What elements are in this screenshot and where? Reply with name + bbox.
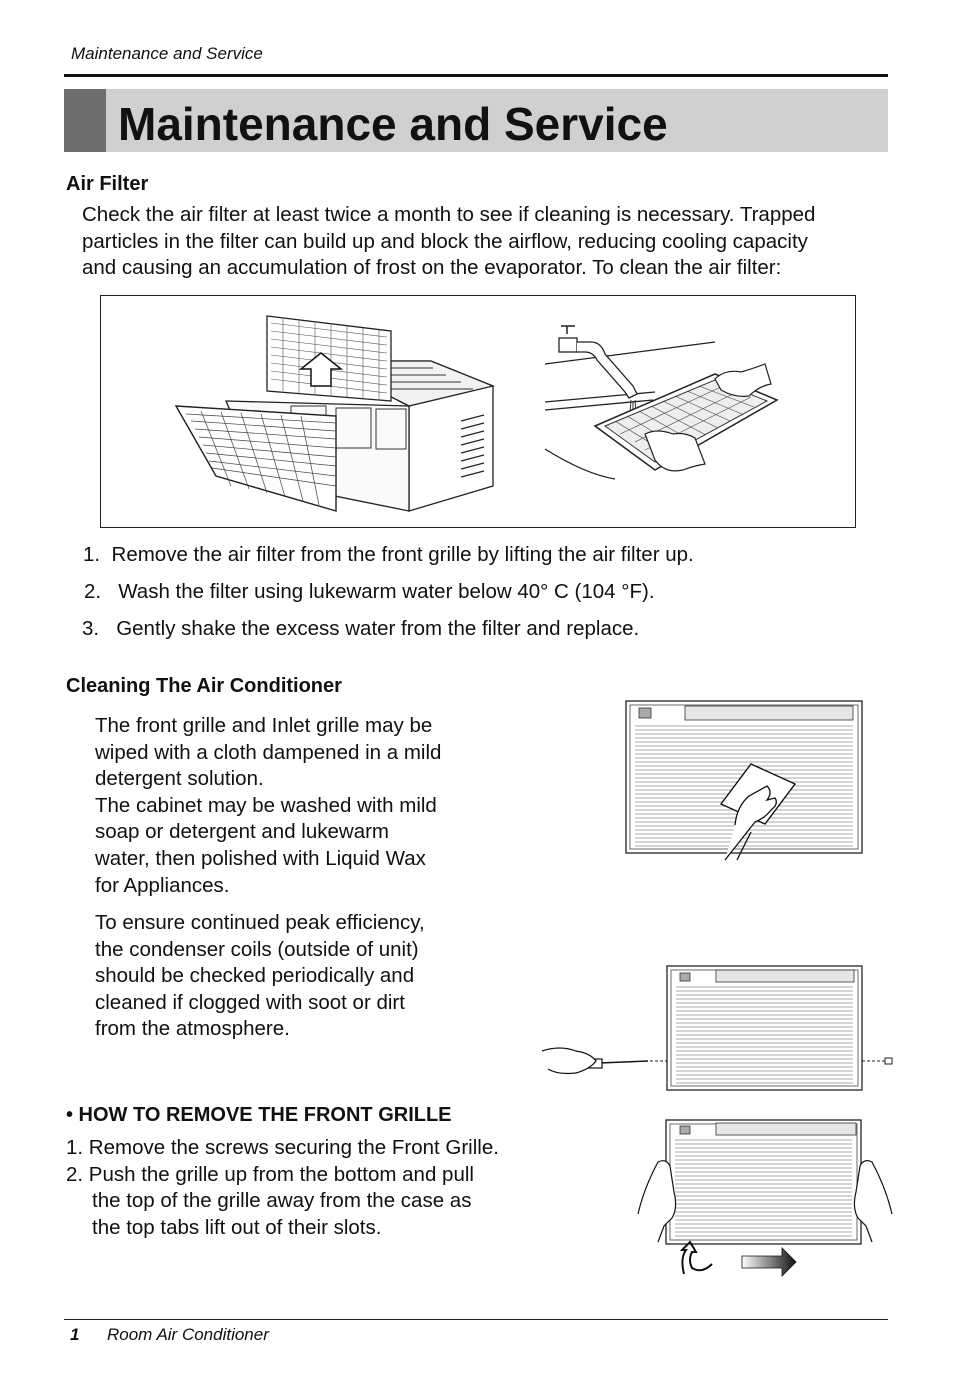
air-filter-step (82, 617, 639, 641)
cleaning-line: for Appliances. (95, 873, 230, 897)
air-filter-intro-line: Check the air filter at least twice a month to see if cleaning is necessary. Trapped (82, 203, 816, 226)
footer-text: Room Air Conditioner (107, 1325, 269, 1344)
cleaning-line: soap or detergent and lukewarm (95, 820, 390, 844)
page-number: 1 (70, 1325, 80, 1344)
air-filter-intro (82, 202, 894, 282)
step-number: 1. (83, 543, 101, 566)
air-filter-step (84, 580, 655, 604)
step-text: Wash the filter using lukewarm water below 40° C (104 °F). (118, 580, 655, 603)
step-number: 2. (84, 580, 102, 603)
air-filter-heading: Air Filter (66, 173, 149, 195)
air-filter-figure (100, 295, 856, 528)
remove-grille-line: the top of the grille away from the case as (92, 1189, 472, 1213)
header-rule (64, 74, 888, 77)
cleaning-heading: Cleaning The Air Conditioner (66, 675, 342, 697)
cleaning-line: cleaned if clogged with soot or dirt (95, 990, 405, 1014)
grille-wiping-illustration-icon (625, 700, 865, 860)
filter-removal-illustration-icon (171, 311, 471, 511)
cleaning-line: The front grille and Inlet grille may be (95, 714, 433, 737)
footer-rule (64, 1319, 888, 1320)
title-accent-block (64, 89, 106, 152)
air-filter-intro-line: and causing an accumulation of frost on the evaporator. To clean the air filter: (82, 256, 782, 280)
cleaning-paragraph-1 (95, 713, 515, 899)
air-filter-step (83, 543, 694, 567)
remove-grille-heading: • HOW TO REMOVE THE FRONT GRILLE (66, 1104, 452, 1126)
cleaning-paragraph-2 (95, 910, 515, 1043)
remove-grille-line: the top tabs lift out of their slots. (92, 1215, 382, 1239)
remove-grille-steps (66, 1135, 546, 1241)
page-title: Maintenance and Service (118, 98, 668, 150)
cleaning-line: The cabinet may be washed with mild (95, 793, 437, 817)
screw-removal-illustration-icon (540, 965, 895, 1095)
cleaning-line: detergent solution. (95, 767, 264, 791)
step-number: 3. (82, 617, 100, 640)
air-filter-intro-line: particles in the filter can build up and block the airflow, reducing cooling capacity (82, 229, 808, 253)
cleaning-line: from the atmosphere. (95, 1017, 290, 1041)
cleaning-line: the condenser coils (outside of unit) (95, 937, 419, 961)
remove-grille-line: 1. Remove the screws securing the Front Grille. (66, 1136, 499, 1159)
cleaning-line: should be checked periodically and (95, 964, 415, 988)
remove-grille-line: 2. Push the grille up from the bottom and pull (66, 1162, 474, 1186)
cleaning-line: water, then polished with Liquid Wax (95, 846, 426, 870)
filter-washing-illustration-icon (545, 324, 795, 484)
cleaning-line: To ensure continued peak efficiency, (95, 911, 425, 934)
step-text: Remove the air filter from the front grille by lifting the air filter up. (111, 543, 694, 566)
step-text: Gently shake the excess water from the filter and replace. (116, 617, 640, 640)
grille-removal-illustration-icon (636, 1118, 896, 1278)
cleaning-line: wiped with a cloth dampened in a mild (95, 740, 442, 764)
running-header: Maintenance and Service (71, 44, 263, 63)
